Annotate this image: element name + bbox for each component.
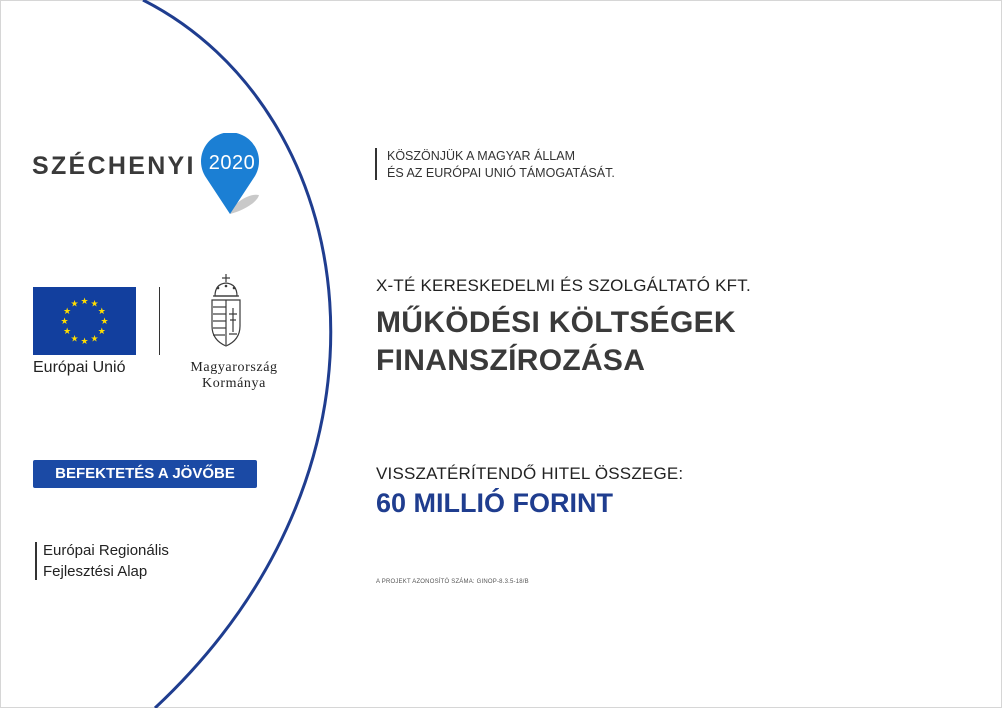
hungarian-coat-of-arms-icon: [209, 274, 243, 354]
eu-label: Európai Unió: [33, 359, 126, 376]
svg-text:★: ★: [60, 317, 69, 327]
svg-text:★: ★: [63, 327, 72, 337]
project-title-line2: FINANSZÍROZÁSA: [376, 344, 646, 377]
szechenyi-wordmark: SZÉCHENYI: [32, 152, 196, 180]
svg-text:★: ★: [97, 307, 106, 317]
location-pin-icon: [197, 133, 277, 223]
svg-text:★: ★: [90, 334, 99, 345]
project-title: [376, 304, 736, 380]
svg-text:★: ★: [80, 297, 89, 307]
svg-text:★: ★: [70, 334, 79, 345]
fund-label-line2: Fejlesztési Alap: [43, 563, 148, 580]
project-id: A PROJEKT AZONOSÍTÓ SZÁMA: GINOP-8.3.5-18/B: [376, 579, 529, 585]
project-title-line1: MŰKÖDÉSI KÖLTSÉGEK: [376, 306, 736, 339]
svg-text:★: ★: [63, 307, 72, 317]
fund-label: [43, 540, 169, 582]
thanks-divider: [375, 148, 377, 180]
svg-text:★: ★: [80, 337, 89, 347]
fund-divider: [35, 542, 37, 580]
szechenyi-2020-logo: [32, 133, 272, 223]
svg-text:★: ★: [97, 327, 106, 337]
loan-amount-label: VISSZATÉRÍTENDŐ HITEL ÖSSZEGE:: [376, 464, 684, 483]
svg-text:★: ★: [100, 317, 109, 327]
government-label-line1: Magyarország: [190, 360, 278, 375]
svg-text:★: ★: [90, 299, 99, 310]
thanks-line1: KÖSZÖNJÜK A MAGYAR ÁLLAM: [387, 149, 576, 163]
invest-in-future-badge: BEFEKTETÉS A JÖVŐBE: [33, 460, 257, 488]
loan-amount-value: 60 MILLIÓ FORINT: [376, 488, 614, 518]
company-name: X-TÉ KERESKEDELMI ÉS SZOLGÁLTATÓ KFT.: [376, 276, 751, 295]
szechenyi-year: 2020: [208, 152, 256, 174]
thanks-message: [387, 148, 615, 182]
eu-stars-icon: [33, 287, 136, 355]
fund-label-line1: Európai Regionális: [43, 542, 169, 559]
svg-text:★: ★: [70, 299, 79, 310]
thanks-line2: ÉS AZ EURÓPAI UNIÓ TÁMOGATÁSÁT.: [387, 166, 615, 180]
government-label-line2: Kormánya: [202, 376, 266, 391]
eu-flag: [33, 287, 136, 355]
logo-divider: [159, 287, 160, 355]
government-label: [168, 360, 300, 392]
